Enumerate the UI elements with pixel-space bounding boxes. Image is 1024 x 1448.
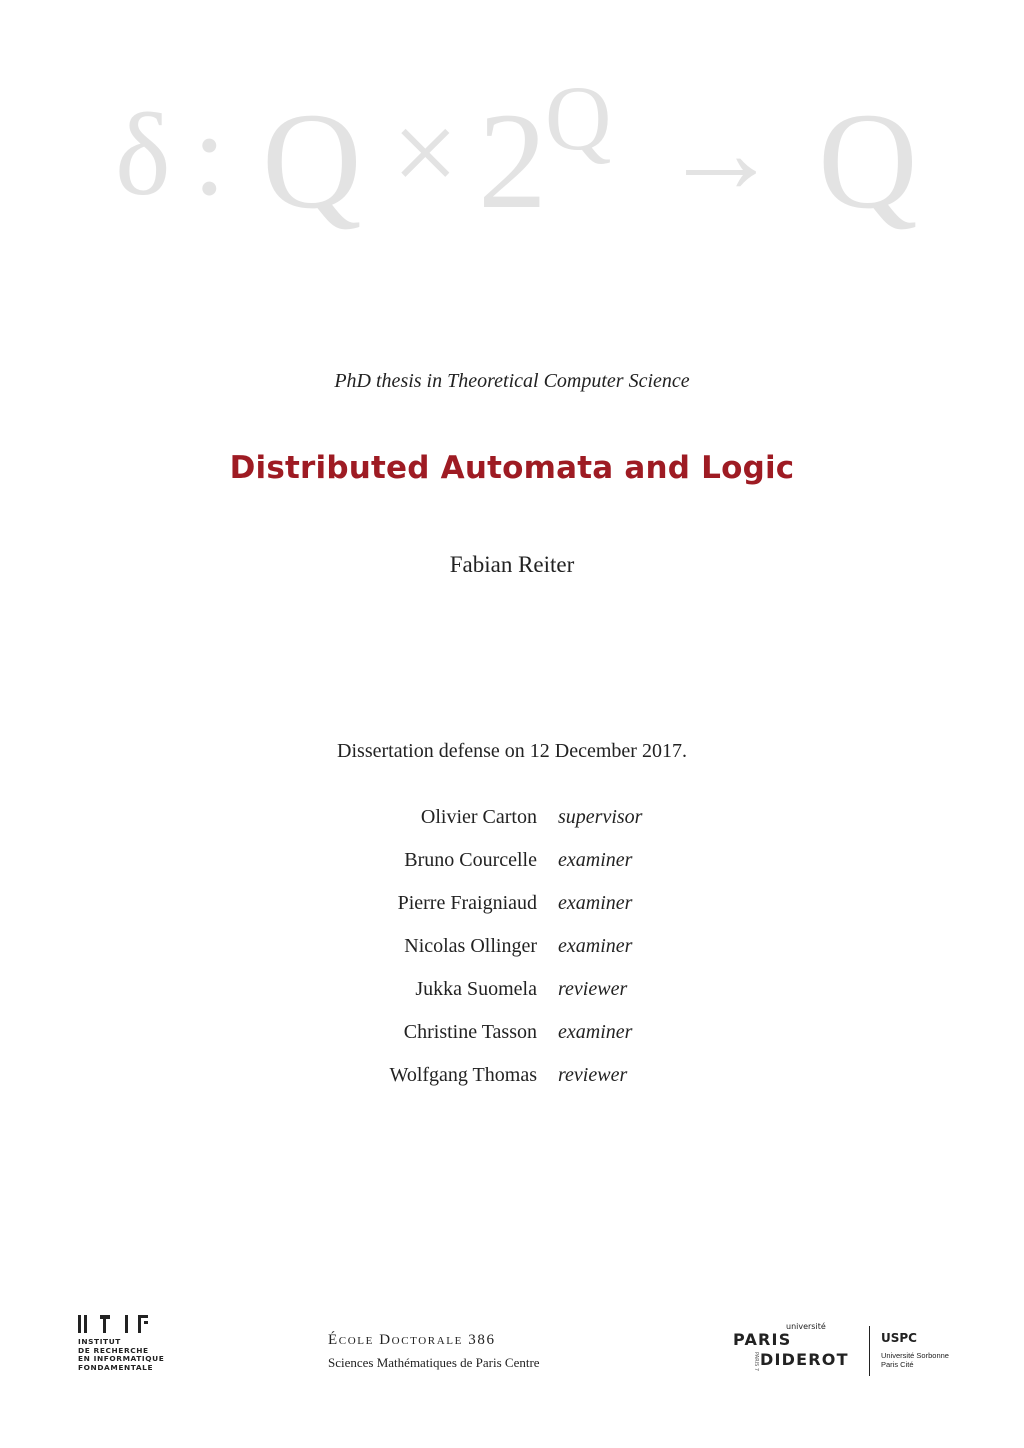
watermark-formula — [0, 67, 1024, 237]
member-name: Bruno Courcelle — [404, 849, 537, 871]
formula-q: Q — [262, 84, 362, 237]
formula-arrow: → — [662, 87, 780, 218]
formula-exponent: Q — [545, 67, 612, 169]
member-role: examiner — [558, 892, 633, 914]
author-name: Fabian Reiter — [449, 552, 575, 577]
defense-date: Dissertation defense on 12 December 2017. — [337, 740, 687, 762]
member-role: supervisor — [558, 806, 643, 828]
thesis-subtitle: PhD thesis in Theoretical Computer Science — [334, 370, 690, 392]
committee-row — [0, 1021, 1024, 1051]
member-role: reviewer — [558, 978, 628, 1000]
ecole-doctorale: École Doctorale 386 — [328, 1332, 496, 1348]
uspc-text: Université Sorbonne Paris Cité — [881, 1351, 949, 1369]
thesis-title: Distributed Automata and Logic — [229, 450, 795, 486]
committee-row — [0, 892, 1024, 922]
logo-diderot: DIDEROT — [760, 1350, 849, 1369]
uspc-mark: USPC — [881, 1331, 917, 1345]
irif-text: INSTITUT DE RECHERCHE EN INFORMATIQUE FONDAMENTALE — [78, 1337, 165, 1372]
formula-delta: δ — [115, 89, 171, 220]
committee-row — [0, 1064, 1024, 1094]
formula-q-result: Q — [818, 84, 918, 237]
logo-paris7: PARIS 7 — [753, 1352, 759, 1372]
paris-diderot-logo — [733, 1322, 863, 1378]
irif-mark-icon — [78, 1315, 158, 1333]
logo-paris: PARIS — [733, 1330, 792, 1349]
member-role: examiner — [558, 1021, 633, 1043]
committee-row — [0, 978, 1024, 1008]
formula-colon: : — [193, 89, 226, 220]
member-name: Nicolas Ollinger — [404, 935, 537, 957]
member-name: Jukka Suomela — [415, 978, 537, 1000]
member-name: Wolfgang Thomas — [389, 1064, 537, 1086]
committee-row — [0, 849, 1024, 879]
member-name: Pierre Fraigniaud — [397, 892, 537, 914]
irif-logo — [78, 1315, 188, 1385]
member-role: examiner — [558, 849, 633, 871]
member-name: Olivier Carton — [420, 806, 537, 828]
member-name: Christine Tasson — [403, 1021, 537, 1043]
logo-universite: université — [786, 1322, 826, 1331]
logo-divider — [869, 1326, 870, 1376]
formula-two: 2 — [478, 84, 547, 237]
uspc-logo — [881, 1331, 961, 1371]
committee-row — [0, 806, 1024, 836]
member-role: examiner — [558, 935, 633, 957]
formula-times: × — [392, 87, 459, 218]
ecole-doctorale-subtitle: Sciences Mathématiques de Paris Centre — [328, 1355, 540, 1370]
committee-row — [0, 935, 1024, 965]
member-role: reviewer — [558, 1064, 628, 1086]
